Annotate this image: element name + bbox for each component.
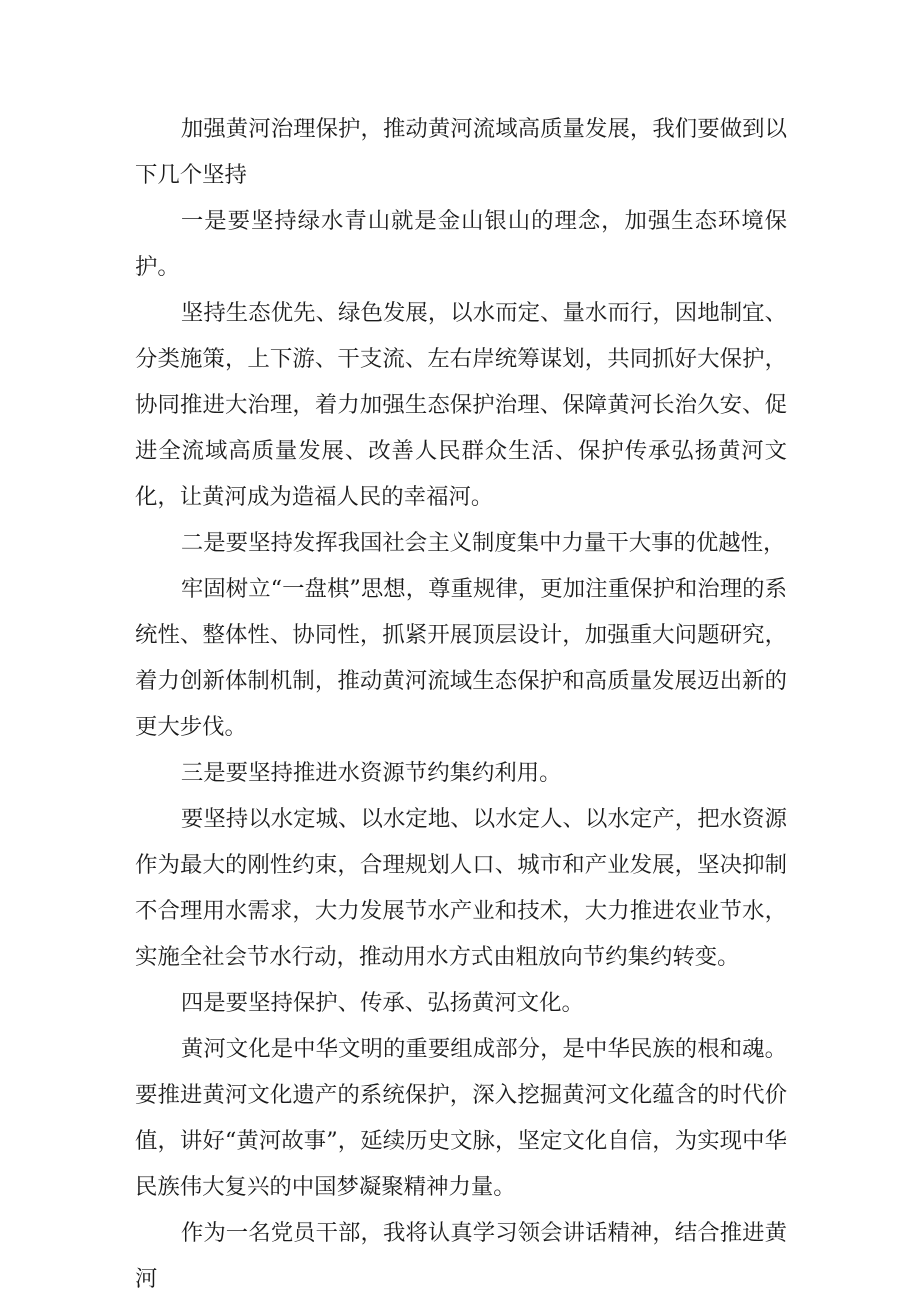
- document-body: [135, 106, 787, 1302]
- paragraph-point-1-heading: 一是要坚持绿水青山就是金山银山的理念，加强生态环境保护。: [135, 208, 787, 280]
- paragraph-intro: 加强黄河治理保护，推动黄河流域高质量发展，我们要做到以下几个坚持: [135, 116, 787, 188]
- paragraph-point-4-body: 黄河文化是中华文明的重要组成部分，是中华民族的根和魂。要推进黄河文化遗产的系统保护，深入挖掘黄河文化蕴含的时代价值，讲好“黄河故事”，延续历史文脉，坚定文化自信，为实现中华民族伟大复兴的中国梦凝聚精神力量。: [135, 1036, 787, 1200]
- paragraph-point-1-body: 坚持生态优先、绿色发展，以水而定、量水而行，因地制宜、分类施策，上下游、干支流、左右岸统筹谋划，共同抓好大保护，协同推进大治理，着力加强生态保护治理、保障黄河长治久安、促进全流域高质量发展、改善人民群众生活、保护传承弘扬黄河文化，让黄河成为造福人民的幸福河。: [135, 300, 787, 510]
- paragraph-point-4-heading: 四是要坚持保护、传承、弘扬黄河文化。: [180, 990, 584, 1016]
- paragraph-closing: 作为一名党员干部，我将认真学习领会讲话精神，结合推进黄河: [135, 1220, 787, 1292]
- paragraph-point-3-heading: 三是要坚持推进水资源节约集约利用。: [180, 760, 562, 786]
- paragraph-point-3-body: 要坚持以水定城、以水定地、以水定人、以水定产，把水资源作为最大的刚性约束，合理规划人口、城市和产业发展，坚决抑制不合理用水需求，大力发展节水产业和技术，大力推进农业节水，实施全社会节水行动，推动用水方式由粗放向节约集约转变。: [135, 806, 787, 970]
- paragraph-point-2-body: 牢固树立“一盘棋”思想，尊重规律，更加注重保护和治理的系统性、整体性、协同性，抓紧开展顶层设计，加强重大问题研究，着力创新体制机制，推动黄河流域生态保护和高质量发展迈出新的更大步伐。: [135, 576, 787, 740]
- paragraph-point-2-heading: 二是要坚持发挥我国社会主义制度集中力量干大事的优越性，: [180, 530, 786, 556]
